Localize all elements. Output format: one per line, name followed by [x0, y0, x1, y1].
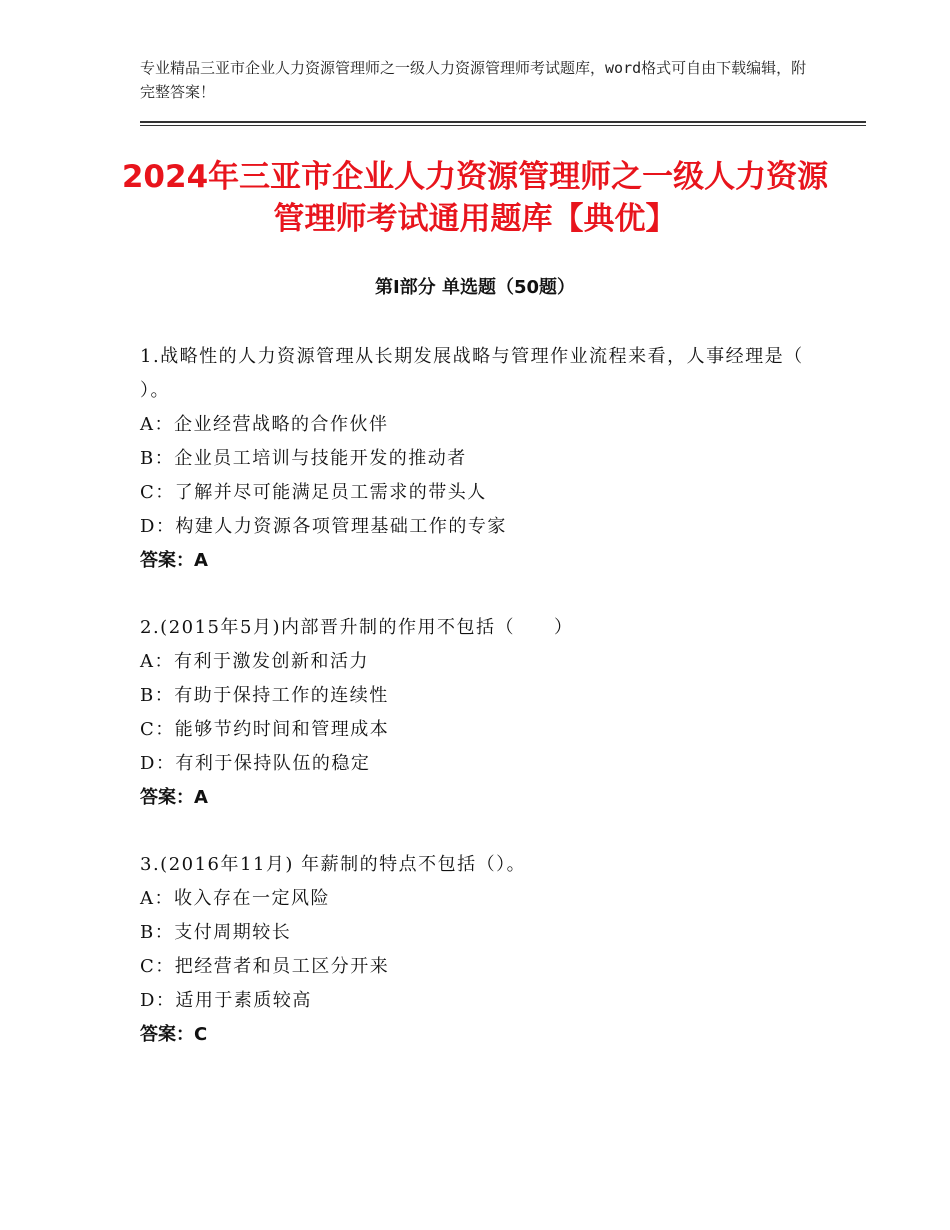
answer-line: 答案：C: [140, 1024, 208, 1045]
option-b: B：支付周期较长: [140, 922, 292, 943]
question-stem: 2.(2015年5月)内部晋升制的作用不包括（ ）: [140, 617, 574, 638]
question-1: [140, 340, 820, 578]
header-divider-thick: [140, 121, 866, 123]
question-list: [140, 340, 820, 1052]
option-c: C：把经营者和员工区分开来: [140, 956, 390, 977]
question-3: [140, 848, 820, 1052]
option-b: B：企业员工培训与技能开发的推动者: [140, 448, 467, 469]
option-a: A：有利于激发创新和活力: [140, 651, 369, 672]
question-stem: 1.战略性的人力资源管理从长期发展战略与管理作业流程来看，人事经理是（ ）。: [140, 346, 804, 401]
option-a: A：收入存在一定风险: [140, 888, 330, 909]
option-a: A：企业经营战略的合作伙伴: [140, 414, 389, 435]
option-c: C：能够节约时间和管理成本: [140, 719, 390, 740]
header-divider: [140, 121, 866, 126]
answer-line: 答案：A: [140, 787, 208, 808]
header-divider-thin: [140, 125, 866, 126]
option-d: D：构建人力资源各项管理基础工作的专家: [140, 516, 507, 537]
option-c: C：了解并尽可能满足员工需求的带头人: [140, 482, 487, 503]
document-title: 2024年三亚市企业人力资源管理师之一级人力资源管理师考试通用题库【典优】: [121, 159, 829, 237]
question-2: [140, 611, 820, 815]
section-title: 第Ⅰ部分 单选题（50题）: [374, 277, 575, 298]
answer-line: 答案：A: [140, 550, 208, 571]
header-note: 专业精品三亚市企业人力资源管理师之一级人力资源管理师考试题库，word格式可自由下载编辑，附完整答案！: [140, 59, 807, 101]
option-d: D：适用于素质较高: [140, 990, 312, 1011]
question-stem: 3.(2016年11月) 年薪制的特点不包括（）。: [140, 854, 527, 875]
option-d: D：有利于保持队伍的稳定: [140, 753, 371, 774]
option-b: B：有助于保持工作的连续性: [140, 685, 389, 706]
